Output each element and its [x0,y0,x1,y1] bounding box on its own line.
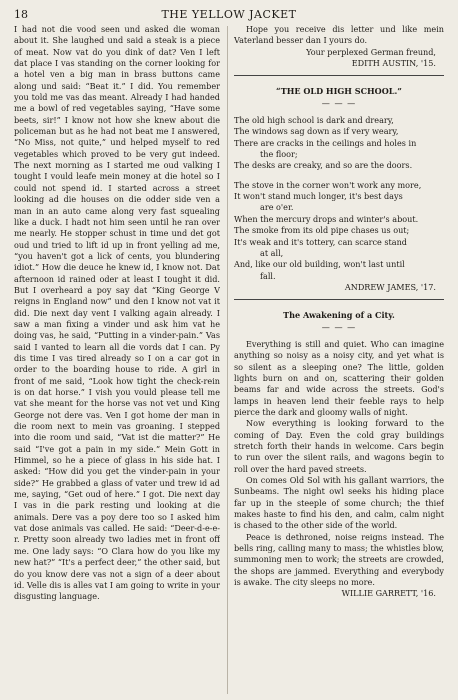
left-column [14,24,220,696]
column-divider [227,26,228,694]
poem-stanza-2 [234,180,444,282]
poem-title: “THE OLD HIGH SCHOOL.” [276,86,402,97]
page-number: 18 [14,7,28,21]
essay-separator: — — — [321,321,357,332]
essay-paragraph: Now everything is looking forward to the coming of Day. Even the cold gray buildings stretch forth their hands in welcome. Cars begin to run over the silent rails, and wagons begin to roll over the hard paved streets. [234,418,444,474]
poem-line: The stove in the corner won't work any more, [234,179,422,190]
essay-paragraph: Peace is dethroned, noise reigns instead. The bells ring, calling many to mass; the whistles blow, summoning men to work; the streets are crowded, the shops are jammed. Everything and everybody is awake. The city sleeps no more. [234,531,444,588]
poem-stanza-1 [234,115,444,172]
poem-author: ANDREW JAMES, '17. [344,281,436,292]
letter-author: EDITH AUSTIN, '15. [351,58,436,69]
poem-line: And, like our old building, won't last until [234,259,405,270]
essay-author: WILLIE GARRETT, '16. [341,588,436,599]
poem-line: at all, [260,247,284,258]
poem-line: fall. [260,270,276,281]
poem-line: When the mercury drops and winter's about. [234,213,419,224]
page-header [14,6,444,22]
poem-line: There are cracks in the ceilings and holes in [234,137,417,148]
essay-paragraph: On comes Old Sol with his gallant warriors, the Sunbeams. The night owl seeks his hiding place far up in the steeple of some church; the thief makes haste to find his den, and calm, calm night is chased to the other side of the world. [234,475,444,531]
poem-line: The windows sag down as if very weary, [234,126,399,137]
poem-line: The smoke from its old pipe chases us out; [234,225,410,236]
poem-separator: — — — [321,97,357,108]
poem-line: the floor; [260,149,298,160]
letter-closing-text: Hope you receive dis letter und like mein Vaterland besser dan I yours do. [234,24,444,46]
essay-title: The Awakening of a City. [283,310,395,321]
poem-line: It's weak and it's tottery, can scarce stand [234,236,407,247]
essay-paragraph: Everything is still and quiet. Who can imagine anything so noisy as a noisy city, and yet what is so silent as a sleeping one? The little, golden lights burn on and on, scattering their golden beams far and wide across the streets. God's lamps in heaven lend their feeble rays to help pierce the dark and gloomy walls of night. [234,338,444,417]
poem-line: are o'er. [260,202,294,213]
poem-line: The old high school is dark and dreary, [234,115,394,126]
letter-sign-off: Your perplexed German freund, [306,46,436,57]
right-column [234,24,444,696]
poem-line: It won't stand much longer, it's best days [234,191,403,202]
poem-line: The desks are creaky, and so are the doors. [234,160,413,171]
letter-body-paragraph: I had not die vood seen und asked die woman about it. She laughed und said a steak is a piece of meat. Now vat do you dink of dat? Ven I left dat place I vas standing on the corner looking for a hotel ven a big man in brass buttons came along und said: “Beat it.” I did. You remember you told me vas das meant. Already I had handed me a bowl of red vegetables saying, “Have some beets, sir!” I know not how she knew about die policeman but as he had not beat me I answered, “No Miss, not quite,” und helped myself to red vegetables which proved to be very gut indeed. The next morning as I started me oud valking I tought I vould leafe mein money at die hotel so I could not spend id. I started across a street looking ad die houses on die odder side ven a man in an auto came along very fast squealing like a duck. I hadt not him seen until he ran over me nearly. He stopper schust in time und det got oud und tried to lift id up in front yelling ad me, “you haven't got a lick of cents, you blundering idiot.” How die deuce he knew id, I know not. Dat afternoon id rained oder at least I tought it did. But I overheard a poy say dat “King George V reigns in England now” und den I know not vat it did. Die next day vent I valking again already. I saw a man fixing a vinder und ask him vat he doing vas, he said, “Putting in a vinder-pain.” Vas said I vanted to learn all die vords dat I can. Py dis time I vas tired already so I on a car got in order to the boarding house to ride. A girl in front of me said, “Look how tight the check-rein is on dat horse.” I vish you vould please tell me vat she meant for the horse vas not vet und King George not dere vas. Ven I got home der man in die room next to mein vas groaning. I stepped into die room und said, “Vat ist die matter?” He said “I've got a pain in my side.” Mein Gott in Himmel, so he a piece of glass in his side hat. I asked: “How did you get the vinder-pain in your side?” He grabbed a glass of vater und trew id ad me, saying, “Get oud of here.” I got. Die next day I vas in die park resting und looking at die animals. Dere vas a poy dere too so I asked him vat dose animals vas called. He said: “Deer-d-e-e-r. Pretty soon already two ladies met in front off me. One lady says: “O Clara how do you like my new hat?” “It's a perfect deer,” the other said, but do you know dere vas not a sign of a deer about id. Velle dis is alles vat I am going to write in your disgusting language. [14,24,220,602]
running-title: THE YELLOW JACKET [161,7,297,21]
